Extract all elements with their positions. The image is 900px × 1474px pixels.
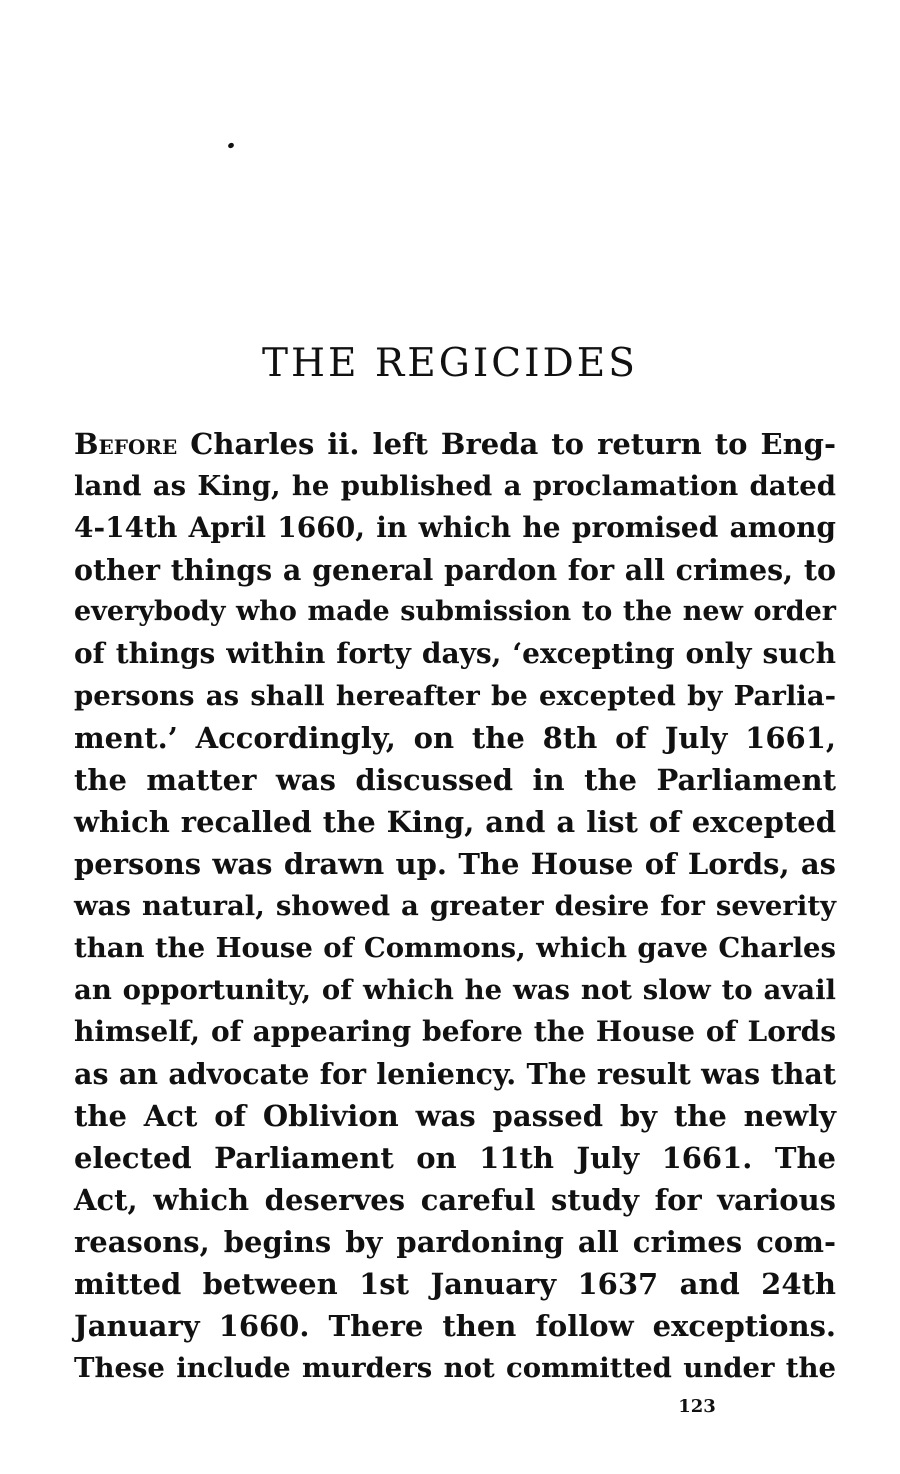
page-number: 123 [678,1396,716,1417]
text-line: Act, which deserves careful study for various [74,1183,836,1217]
text-line: other things a general pardon for all crimes, to [74,553,836,587]
first-line-text: Charles ii. left Breda to return to Eng- [177,427,836,461]
body-paragraph [74,423,836,1389]
page-title: THE REGICIDES [262,341,638,386]
text-line: the matter was discussed in the Parliament [74,763,836,797]
text-line: which recalled the King, and a list of excepted [74,805,836,839]
ink-speck [227,142,235,149]
text-line: ment.’ Accordingly, on the 8th of July 1661, [74,721,836,755]
text-line [74,423,836,465]
text-line: land as King, he published a proclamation dated [74,470,836,502]
text-line: elected Parliament on 11th July 1661. The [74,1141,836,1175]
text-line: was natural, showed a greater desire for severity [74,890,836,922]
text-line: an opportunity, of which he was not slow to avail [74,974,836,1006]
text-line: January 1660. There then follow exceptions. [74,1309,836,1343]
text-line: than the House of Commons, which gave Charles [74,932,836,964]
text-line: persons was drawn up. The House of Lords, as [74,847,836,881]
text-line: of things within forty days, ‘excepting only such [74,637,836,670]
text-line: 4-14th April 1660, in which he promised among [74,511,836,544]
text-line: mitted between 1st January 1637 and 24th [74,1267,836,1301]
text-line: persons as shall hereafter be excepted by Parlia- [74,680,836,712]
text-line: everybody who made submission to the new order [74,596,836,627]
text-line: himself, of appearing before the House of Lords [74,1015,836,1048]
text-line: as an advocate for leniency. The result was that [74,1057,836,1091]
text-line: These include murders not committed under the [74,1352,836,1384]
text-line: reasons, begins by pardoning all crimes com- [74,1225,836,1259]
text-line: the Act of Oblivion was passed by the newly [74,1099,836,1133]
drop-word: Before [74,427,178,461]
